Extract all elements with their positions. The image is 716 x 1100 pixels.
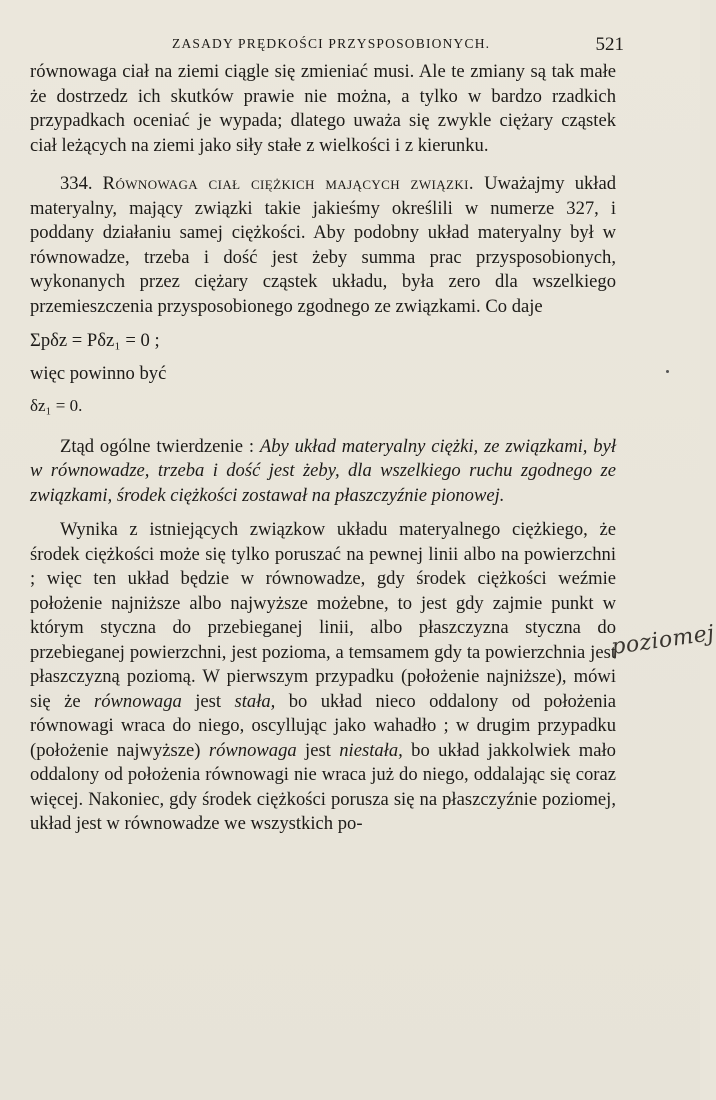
- text-segment: bo układ jakkolwiek mało oddalony od położenia równowagi nie wraca już do niego, oddalając się coraz więcej. Nakoniec, gdy środek ciężkości porusza się na płaszczyźnie poziomej, układ jest w równowadze we wszystkich po-: [30, 739, 616, 834]
- theorem-statement: Aby układ materyalny ciężki, ze związkami, był w równowadze, trzeba i dość jest żeby, dla wszelkiego ruchu zgodnego ze związkami, środek ciężkości zostawał na płaszczyźnie pionowej.: [30, 435, 616, 506]
- handwritten-margin-note: poziomej: [609, 620, 716, 661]
- text-segment: jest: [195, 690, 222, 712]
- equation-2: δz₁ = 0.: [30, 396, 83, 415]
- term-niestala: niestała,: [339, 739, 403, 761]
- term-rownowaga: równowaga: [208, 739, 297, 761]
- paragraph-continuation: równowaga ciał na ziemi ciągle się zmieniać musi. Ale te zmiany są tak małe że dostrzedz ich skutków prawie nie można, a tylko w bardzo rzadkich przypadkach oceniać je wypada; dlatego uważa się zwykle ciężary cząstek ciał leżących na ziemi jako siły stałe z wielkości i z kierunku.: [30, 61, 616, 156]
- running-header: [60, 34, 632, 58]
- margin-dot: [666, 370, 669, 373]
- section-title: Równowaga ciał ciężkich mających związki.: [102, 173, 474, 194]
- text-segment: jest: [305, 739, 331, 761]
- term-rownowaga: równowaga: [94, 690, 182, 712]
- page-body: [30, 60, 616, 837]
- equilibrium-paragraph: [30, 518, 616, 837]
- section-paragraph: [30, 172, 616, 319]
- text-segment: bo układ nieco oddalony od położenia równowagi wraca do niego, oscyllując jako wahadło ; w drugim przypadku (położenie najwyższe): [30, 690, 617, 761]
- theorem-paragraph: [30, 435, 616, 509]
- section-number: 334.: [60, 173, 93, 194]
- running-title: ZASADY PRĘDKOŚCI PRZYSPOSOBIONYCH.: [172, 36, 491, 51]
- text-segment: Wynika z istniejących związkow układu materyalnego ciężkiego, że środek ciężkości może się tylko poruszać na pewnej linii albo na powierzchni ; więc ten układ będzie w równowadze, gdy środek ciężkości weźmie położenie najniższe albo najwyższe możebne, to jest gdy zajmie punkt w którym styczna do przebieganej linii, albo płaszczyzna styczna do przebieganej powierzchni, jest pozioma, a temsamem gdy ta powierzchnia jest płaszczyzną poziomą. W pierwszym przypadku (położenie najniższe), mówi się że: [30, 519, 616, 712]
- equation-1: Σpδz = Pδz₁ = 0 ;: [30, 330, 160, 351]
- theorem-lead: Ztąd ogólne twierdzenie :: [60, 435, 255, 457]
- term-stala: stała,: [234, 690, 276, 712]
- page-number: 521: [595, 34, 624, 55]
- section-text: Uważajmy układ materyalny, mający związki takie jakieśmy określili w numerze 327, i poddany działaniu samej ciężkości. Aby podobny układ materyalny był w równowadze, trzeba i dość jest żeby summa prac przysposobionych, wykonanych przez ciężary cząstek układu, była zero dla wszelkiego przemieszczenia przysposobionego zgodnego ze związkami. Co daje: [30, 173, 616, 317]
- paragraph-wiec: więc powinno być: [30, 362, 167, 384]
